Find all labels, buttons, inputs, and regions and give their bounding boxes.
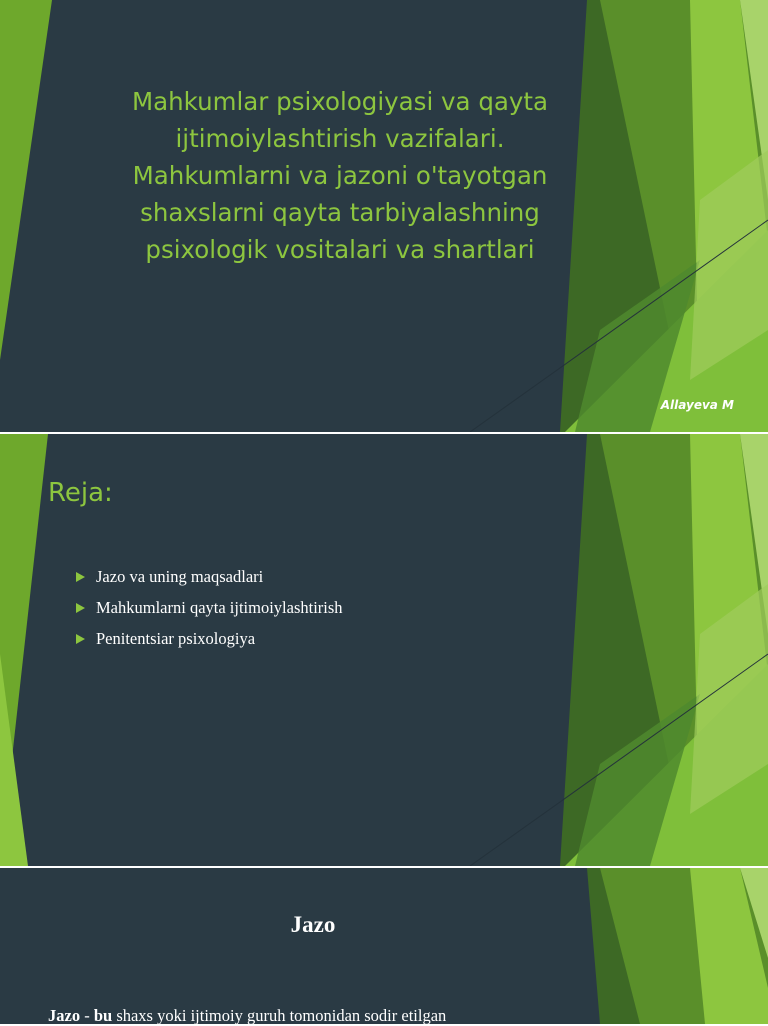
list-item: Mahkumlarni qayta ijtimoiylashtirish bbox=[74, 597, 343, 628]
title-slide bbox=[0, 0, 768, 432]
triangle-bullet-icon bbox=[76, 572, 85, 582]
green-triangles-decoration bbox=[0, 868, 768, 1024]
list-item: Penitentsiar psixologiya bbox=[74, 628, 343, 659]
author-name: Allayeva M bbox=[660, 398, 734, 412]
outline-list bbox=[74, 566, 343, 659]
list-item: Jazo va uning maqsadlari bbox=[74, 566, 343, 597]
triangle-bullet-icon bbox=[76, 634, 85, 644]
content-body: Jazo - bu shaxs yoki ijtimoiy guruh tomonidan sodir etilgan bbox=[48, 1006, 447, 1025]
content-slide bbox=[0, 868, 768, 1024]
triangle-bullet-icon bbox=[76, 603, 85, 613]
content-title: Jazo bbox=[290, 912, 336, 937]
outline-title: Reja: bbox=[48, 478, 113, 508]
slide-title: Mahkumlar psixologiyasi va qayta ijtimoiylashtirish vazifalari. Mahkumlarni va jazoni o'tayotgan shaxslarni qayta tarbiyalashning psixologik vositalari va shartlari bbox=[131, 87, 549, 264]
